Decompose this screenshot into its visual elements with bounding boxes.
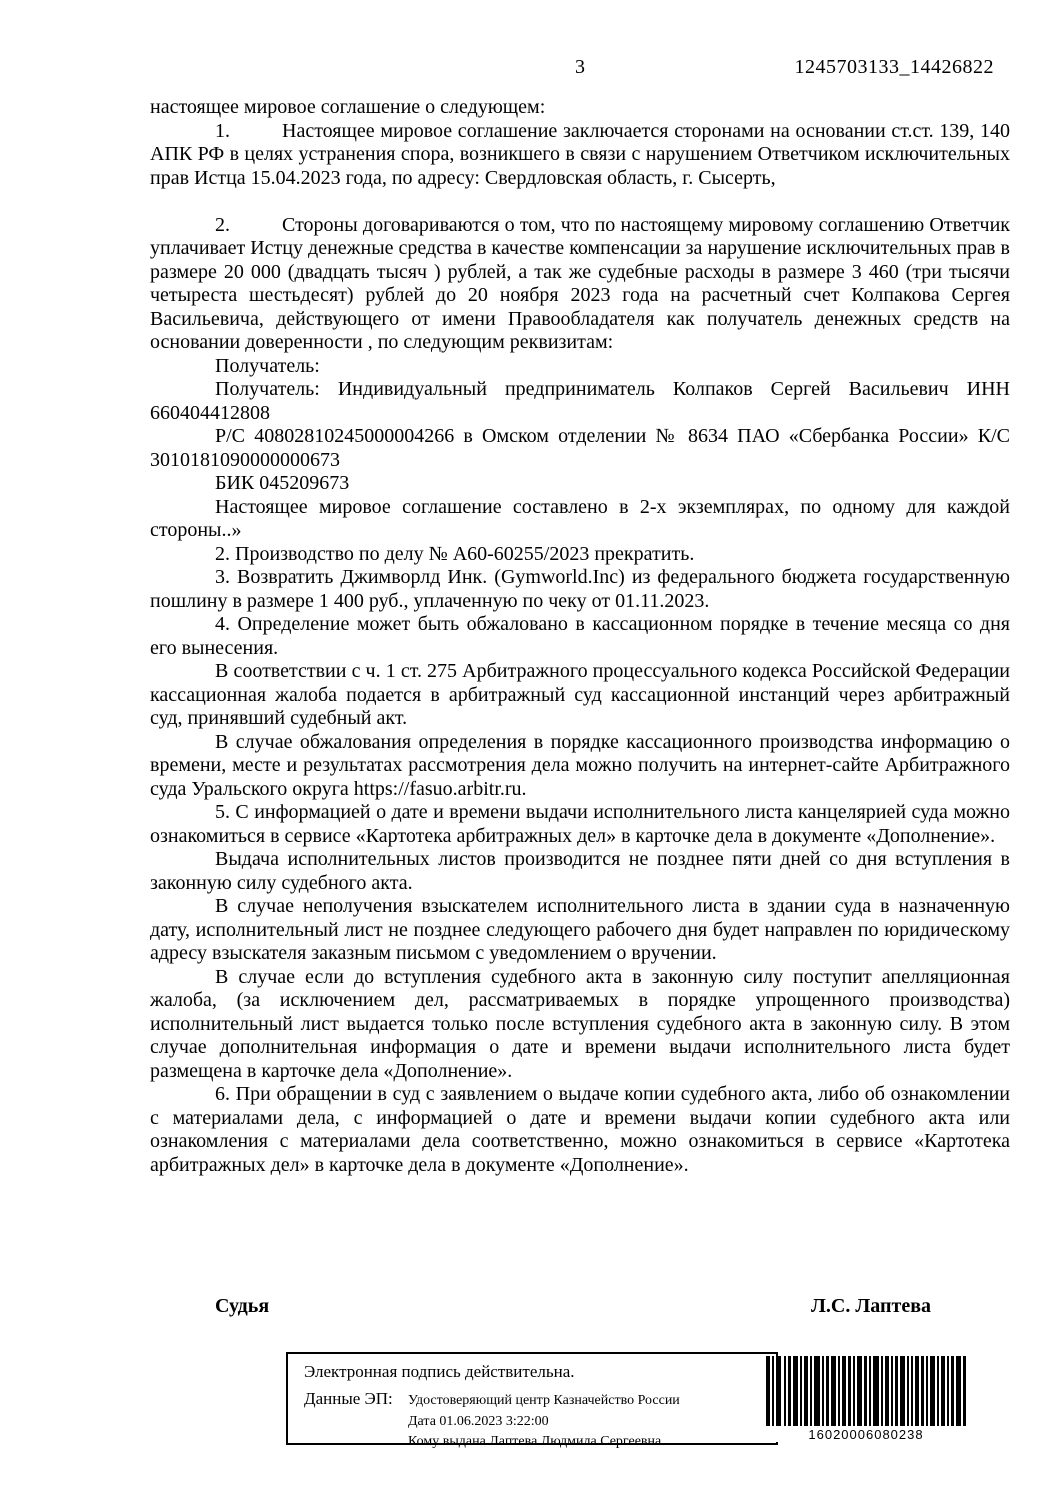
paragraph: Настоящее мировое соглашение составлено в 2-х экземплярах, по одному для каждой стороны..» bbox=[150, 495, 1010, 541]
paragraph-text: Настоящее мировое соглашение заключается сторонами на основании ст.ст. 139, 140 АПК РФ в целях устранения спора, возникшего в связи с нарушением Ответчиком исключительных прав Истца 15.04.2023 года, по адресу: Свердловская область, г. Сысерть, bbox=[150, 119, 1010, 189]
paragraph: В случае если до вступления судебного акта в законную силу поступит апелляционная жалоба, (за исключением дел, рассматриваемых в порядке упрощенного производства) исполнительный лист выдается только после вступления судебного акта в законную силу. В этом случае дополнительная информация о дате и времени выдачи исполнительного листа будет размещена в карточке дела «Дополнение». bbox=[150, 965, 1010, 1082]
paragraph: Получатель: bbox=[215, 354, 320, 377]
document-id: 1245703133_14426822 bbox=[794, 56, 994, 78]
paragraph: Выдача исполнительных листов производится не позднее пяти дней со дня вступления в законную силу судебного акта. bbox=[150, 848, 1010, 894]
electronic-signature-box bbox=[286, 1352, 778, 1449]
paragraph-text: Стороны договариваются о том, что по настоящему мировому соглашению Ответчик уплачивает Истцу денежные средства в качестве компенсации за нарушение исключительных прав в размере 20 000 (двадцать тысяч ) рублей, а так же судебные расходы в размере 3 460 (три тысячи четыреста шестьдесят) рублей до 20 ноября 2023 года на расчетный счет Колпакова Сергея Васильевича, действующего от имени Правообладателя как получатель денежных средств на основании доверенности , по следующим реквизитам: bbox=[150, 213, 1010, 353]
esign-authority: Удостоверяющий центр Казначейство России bbox=[408, 1393, 680, 1408]
paragraph: БИК 045209673 bbox=[215, 472, 350, 494]
page-number: 3 bbox=[575, 56, 585, 78]
signature-name: Л.С. Лаптева bbox=[810, 1295, 931, 1317]
blank-line bbox=[150, 190, 1010, 214]
barcode-bars-icon bbox=[766, 1356, 966, 1426]
signature-row bbox=[215, 1295, 931, 1318]
esign-details bbox=[304, 1389, 768, 1453]
paragraph: В случае обжалования определения в порядке кассационного производства информацию о времени, месте и результатах рассмотрения дела можно получить на интернет-сайте Арбитражного суда Уральского округа https://fasuo.arbitr.ru. bbox=[150, 730, 1010, 800]
signature-role: Судья bbox=[215, 1295, 270, 1317]
paragraph: 2. Производство по делу № А60-60255/2023 прекратить. bbox=[215, 542, 695, 565]
document-body bbox=[150, 96, 1010, 1177]
paragraph: 6. При обращении в суд с заявлением о выдаче копии судебного акта, либо об ознакомлении с материалами дела, с информацией о дате и времени выдачи копии судебного акта или ознакомления с материалами дела соответственно, можно ознакомиться в сервисе «Картотека арбитражных дел» в карточке дела в документе «Дополнение». bbox=[150, 1083, 1010, 1176]
barcode bbox=[766, 1356, 966, 1442]
paragraph: 3. Возвратить Джимворлд Инк. (Gymworld.Inc) из федерального бюджета государственную пошлину в размере 1 400 руб., уплаченную по чеку от 01.11.2023. bbox=[150, 566, 1010, 612]
paragraph-number: 2. bbox=[215, 213, 230, 236]
paragraph: В соответствии с ч. 1 ст. 275 Арбитражного процессуального кодекса Российской Федерации кассационная жалоба подается в арбитражный суд кассационной инстанций через арбитражный суд, принявший судебный акт. bbox=[150, 660, 1010, 729]
esign-values bbox=[408, 1389, 680, 1453]
esign-issued-to: Кому выдана Лаптева Людмила Сергеевна bbox=[408, 1434, 662, 1449]
paragraph: Получатель: Индивидуальный предприниматель Колпаков Сергей Васильевич ИНН 660404412808 bbox=[150, 378, 1010, 424]
paragraph: настоящее мировое соглашение о следующем: bbox=[150, 96, 546, 118]
paragraph: 4. Определение может быть обжаловано в кассационном порядке в течение месяца со дня его вынесения. bbox=[150, 613, 1010, 659]
paragraph bbox=[150, 214, 1010, 355]
paragraph: В случае неполучения взыскателем исполнительного листа в здании суда в назначенную дату, исполнительный лист не позднее следующего рабочего дня будет направлен по юридическому адресу взыскателя заказным письмом с уведомлением о вручении. bbox=[150, 895, 1010, 964]
paragraph bbox=[150, 120, 1010, 191]
barcode-number: 16020006080238 bbox=[808, 1427, 924, 1442]
esign-label: Данные ЭП: bbox=[304, 1389, 393, 1408]
paragraph-number: 1. bbox=[215, 119, 230, 142]
paragraph: Р/С 40802810245000004266 в Омском отделении № 8634 ПАО «Сбербанка России» К/С 3010181090000000673 bbox=[150, 425, 1010, 471]
esign-date: Дата 01.06.2023 3:22:00 bbox=[408, 1413, 549, 1429]
esign-status: Электронная подпись действительна. bbox=[304, 1362, 575, 1381]
paragraph: 5. С информацией о дате и времени выдачи исполнительного листа канцелярией суда можно ознакомиться в сервисе «Картотека арбитражных дел» в карточке дела в документе «Дополнение». bbox=[150, 801, 1010, 847]
